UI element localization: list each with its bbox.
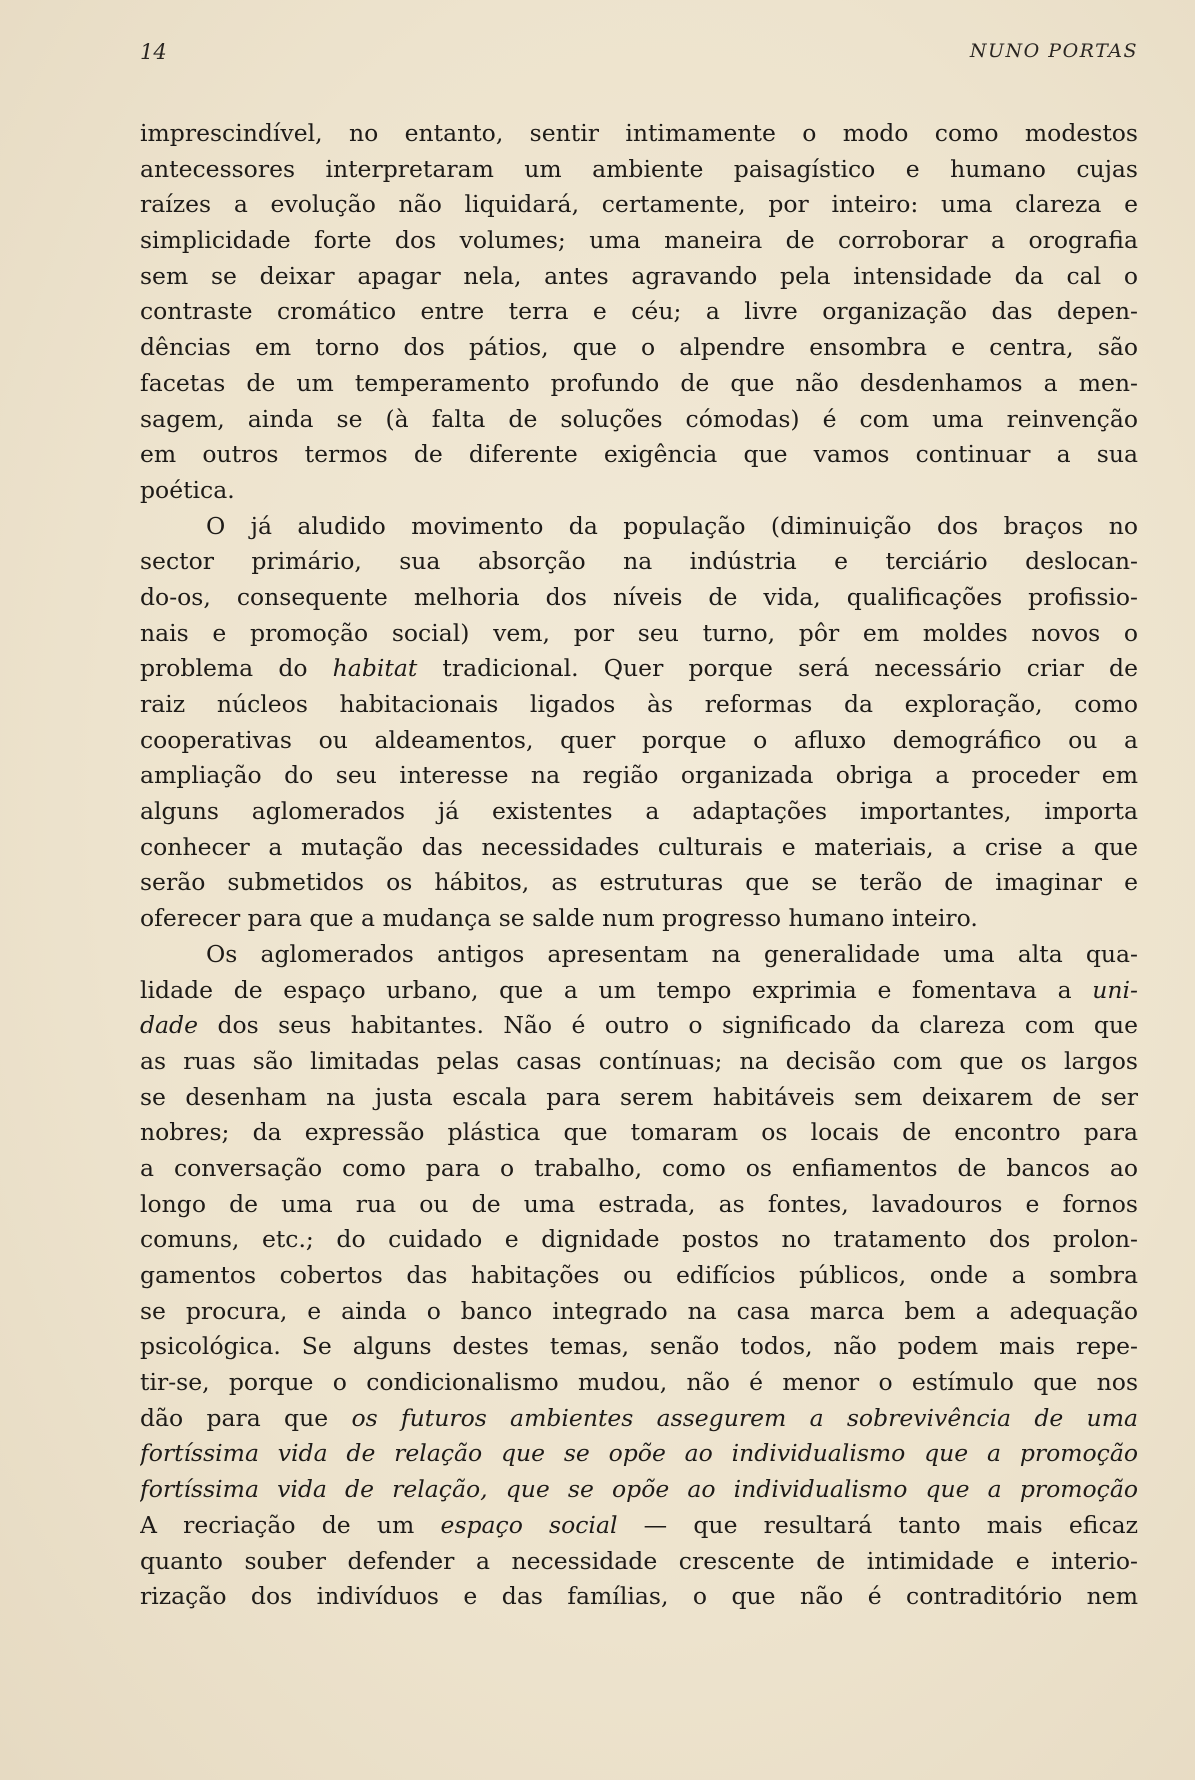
text-line: em outros termos de diferente exigência que vamos continuar a sua (140, 440, 1138, 469)
text-line: a conversação como para o trabalho, como os enfiamentos de bancos ao (140, 1153, 1138, 1182)
running-head-author: NUNO PORTAS (969, 40, 1138, 62)
text-line: se desenham na justa escala para serem habitáveis sem deixarem de ser (140, 1082, 1138, 1111)
text-line: poética. (140, 475, 235, 504)
text-line: dências em torno dos pátios, que o alpendre ensombra e centra, são (140, 333, 1138, 362)
text-line (140, 1436, 1138, 1472)
text-line: sem se deixar apagar nela, antes agravando pela intensidade da cal o (140, 261, 1138, 290)
text-line: Os aglomerados antigos apresentam na generalidade uma alta qua- (206, 939, 1138, 968)
text-line: cooperativas ou aldeamentos, quer porque o afluxo demográfico ou a (140, 725, 1138, 754)
text-line (140, 1472, 1138, 1508)
page-number: 14 (140, 40, 167, 64)
text-line: se procura, e ainda o banco integrado na casa marca bem a adequação (140, 1296, 1138, 1325)
body-text (140, 116, 1138, 1615)
text-line: psicológica. Se alguns destes temas, senão todos, não podem mais repe- (140, 1332, 1138, 1361)
text-line: dão para que os futuros ambientes assegurem a sobrevivência de uma (140, 1403, 1138, 1432)
italic-phrase: uni- (1092, 975, 1138, 1004)
italic-phrase: espaço social (440, 1510, 618, 1539)
text-line: comuns, etc.; do cuidado e dignidade postos no tratamento dos prolon- (140, 1225, 1138, 1254)
text-line: gamentos cobertos das habitações ou edifícios públicos, onde a sombra (140, 1261, 1138, 1289)
text-line: alguns aglomerados já existentes a adaptações importantes, importa (140, 797, 1138, 826)
text-line: sector primário, sua absorção na indústria e terciário deslocan- (140, 547, 1138, 576)
italic-phrase: dade (140, 1011, 199, 1040)
text-line: as ruas são limitadas pelas casas contínuas; na decisão com que os largos (140, 1046, 1138, 1075)
text-line: conhecer a mutação das necessidades culturais e materiais, a crise a que (140, 832, 1138, 861)
text-line: imprescindível, no entanto, sentir intimamente o modo como modestos (140, 119, 1138, 147)
text-line: oferecer para que a mudança se salde num progresso humano inteiro. (140, 904, 978, 933)
text-line: quanto souber defender a necessidade crescente de intimidade e interio- (140, 1546, 1138, 1575)
text-line: ampliação do seu interesse na região organizada obriga a proceder em (140, 761, 1138, 790)
italic-phrase: fortíssima vida de relação que se opõe ao individualismo que a promoção (140, 1439, 1138, 1468)
text-line: serão submetidos os hábitos, as estruturas que se terão de imaginar e (140, 868, 1138, 897)
text-line: nais e promoção social) vem, por seu turno, pôr em moldes novos o (140, 618, 1138, 647)
text-line: A recriação de um espaço social — que resultará tanto mais eficaz (140, 1510, 1138, 1539)
text-line: dade dos seus habitantes. Não é outro o significado da clareza com que (140, 1011, 1138, 1040)
text-line: tir-se, porque o condicionalismo mudou, não é menor o estímulo que nos (140, 1368, 1138, 1397)
italic-phrase: os futuros ambientes assegurem a sobrevivência de uma (351, 1403, 1138, 1432)
text-line: rização dos indivíduos e das famílias, o que não é contraditório nem (140, 1582, 1138, 1611)
text-line: longo de uma rua ou de uma estrada, as fontes, lavadouros e fornos (140, 1189, 1138, 1218)
text-line: raiz núcleos habitacionais ligados às reformas da exploração, como (140, 690, 1138, 718)
italic-phrase: fortíssima vida de relação, que se opõe ao individualismo que a promoção (140, 1475, 1138, 1504)
text-line: antecessores interpretaram um ambiente paisagístico e humano cujas (140, 154, 1138, 183)
text-line: contraste cromático entre terra e céu; a livre organização das depen- (140, 297, 1138, 326)
text-line: problema do habitat tradicional. Quer porque será necessário criar de (140, 654, 1138, 683)
text-line: facetas de um temperamento profundo de que não desdenhamos a men- (140, 368, 1138, 397)
text-line: simplicidade forte dos volumes; uma maneira de corroborar a orografia (140, 226, 1138, 255)
text-line: raízes a evolução não liquidará, certamente, por inteiro: uma clareza e (140, 190, 1138, 219)
running-head (140, 40, 1138, 70)
text-line: lidade de espaço urbano, que a um tempo exprimia e fomentava a uni- (140, 975, 1138, 1004)
text-line: nobres; da expressão plástica que tomaram os locais de encontro para (140, 1118, 1138, 1147)
text-line: sagem, ainda se (à falta de soluções cómodas) é com uma reinvenção (140, 404, 1138, 433)
italic-phrase: habitat (332, 654, 418, 683)
text-line: do-os, consequente melhoria dos níveis de vida, qualificações profissio- (140, 582, 1138, 611)
text-line: O já aludido movimento da população (diminuição dos braços no (206, 511, 1138, 540)
